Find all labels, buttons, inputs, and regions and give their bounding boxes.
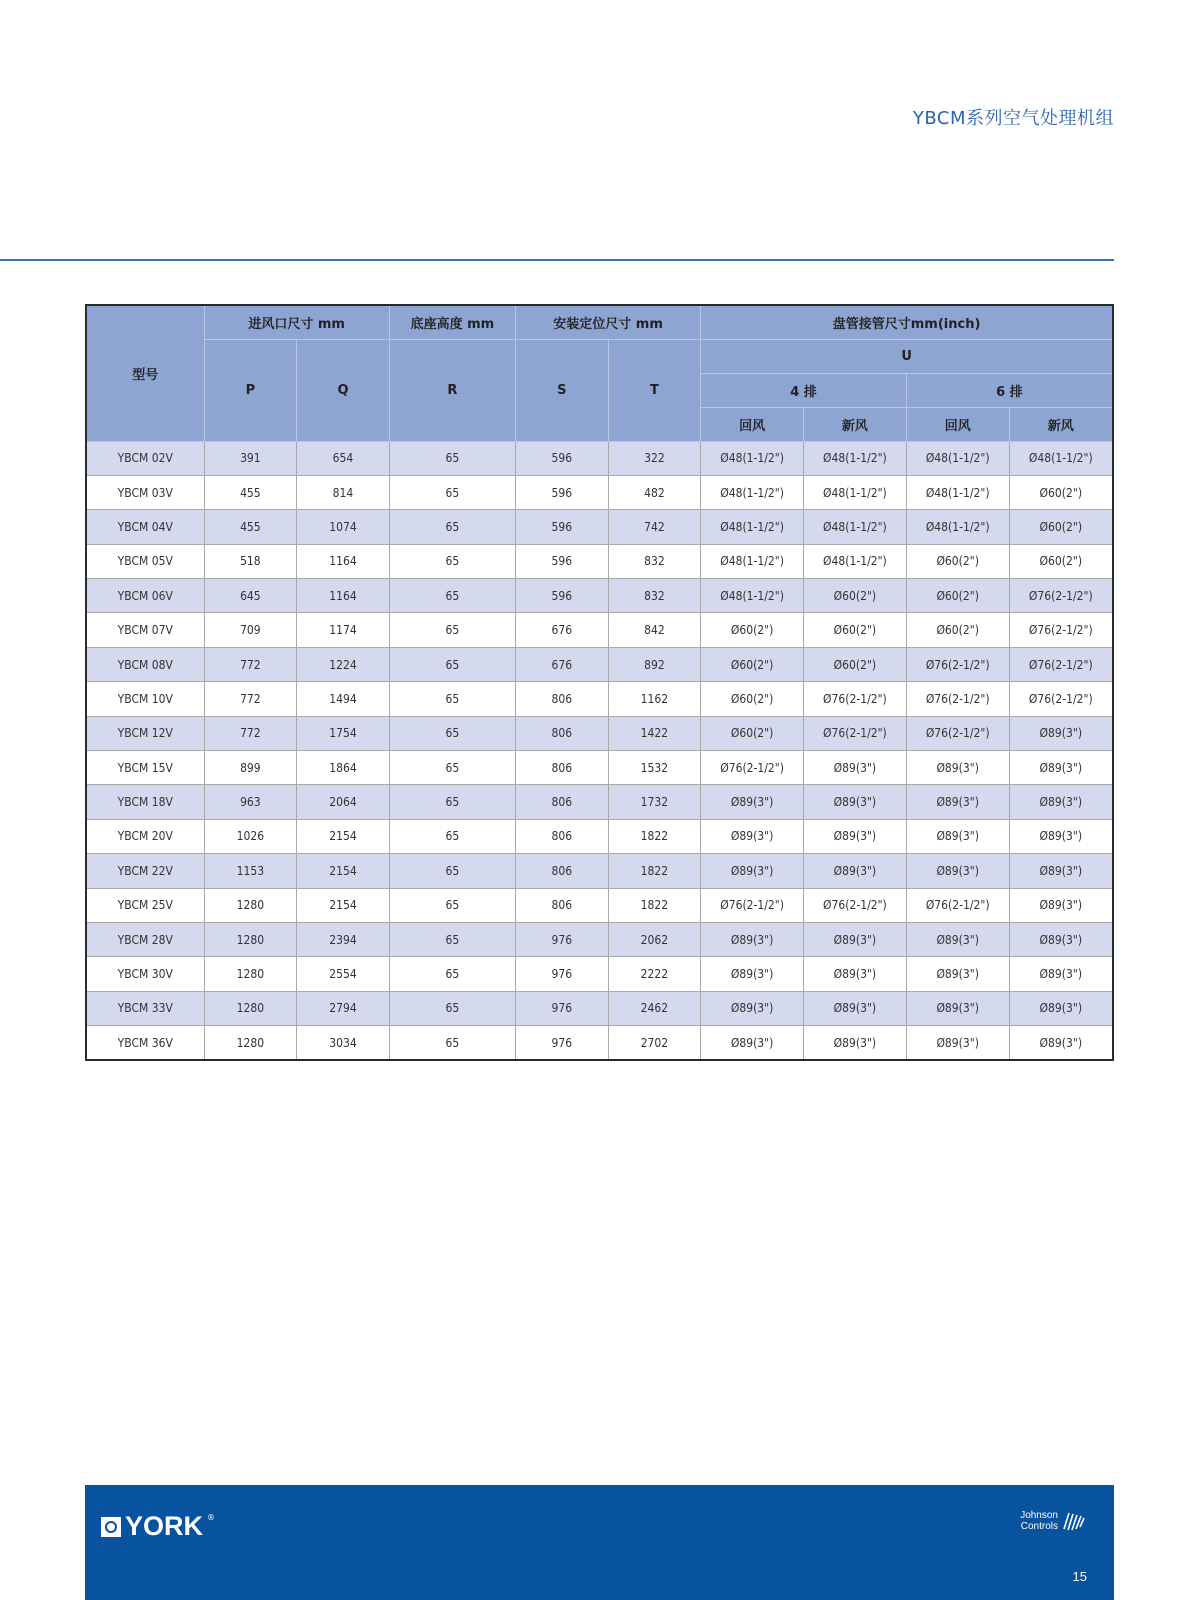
- table-cell: Ø89(3"): [1009, 785, 1113, 819]
- table-cell: Ø89(3"): [1009, 957, 1113, 991]
- table-cell: 65: [389, 1026, 515, 1060]
- table-cell: Ø60(2"): [701, 647, 804, 681]
- table-cell: 842: [608, 613, 701, 647]
- table-cell: 742: [608, 510, 701, 544]
- table-cell: 1532: [608, 751, 701, 785]
- table-cell: 2222: [608, 957, 701, 991]
- table-cell: 518: [204, 544, 297, 578]
- model-cell: YBCM 08V: [86, 647, 204, 681]
- table-cell: Ø89(3"): [1009, 991, 1113, 1025]
- table-cell: Ø60(2"): [906, 613, 1009, 647]
- table-cell: 1280: [204, 1026, 297, 1060]
- table-cell: Ø60(2"): [1009, 475, 1113, 509]
- table-cell: Ø48(1-1/2"): [906, 441, 1009, 475]
- table-cell: Ø76(2-1/2"): [804, 888, 907, 922]
- table-row: [86, 819, 1113, 853]
- table-cell: 391: [204, 441, 297, 475]
- table-cell: 1174: [297, 613, 390, 647]
- table-cell: Ø48(1-1/2"): [701, 510, 804, 544]
- table-cell: 1494: [297, 682, 390, 716]
- table-cell: 65: [389, 510, 515, 544]
- table-cell: 2794: [297, 991, 390, 1025]
- table-cell: 976: [515, 991, 608, 1025]
- table-cell: Ø48(1-1/2"): [804, 544, 907, 578]
- model-cell: YBCM 36V: [86, 1026, 204, 1060]
- table-cell: Ø48(1-1/2"): [804, 441, 907, 475]
- page-number: 15: [1072, 1569, 1087, 1584]
- table-cell: Ø89(3"): [906, 922, 1009, 956]
- table-cell: 3034: [297, 1026, 390, 1060]
- table-cell: Ø76(2-1/2"): [701, 751, 804, 785]
- table-row: [86, 716, 1113, 750]
- header-t: T: [608, 339, 701, 441]
- table-cell: Ø89(3"): [701, 854, 804, 888]
- table-cell: 65: [389, 888, 515, 922]
- table-cell: 65: [389, 682, 515, 716]
- table-cell: Ø60(2"): [701, 716, 804, 750]
- table-cell: 322: [608, 441, 701, 475]
- table-cell: Ø76(2-1/2"): [1009, 579, 1113, 613]
- table-cell: Ø89(3"): [1009, 888, 1113, 922]
- table-cell: 65: [389, 716, 515, 750]
- table-cell: 772: [204, 647, 297, 681]
- table-row: [86, 785, 1113, 819]
- table-cell: 1754: [297, 716, 390, 750]
- header-4-return-air: 回风: [701, 407, 804, 441]
- table-cell: 963: [204, 785, 297, 819]
- header-s: S: [515, 339, 608, 441]
- table-cell: 65: [389, 544, 515, 578]
- table-cell: Ø89(3"): [906, 957, 1009, 991]
- table-cell: Ø60(2"): [906, 544, 1009, 578]
- model-cell: YBCM 33V: [86, 991, 204, 1025]
- table-cell: Ø60(2"): [906, 579, 1009, 613]
- table-cell: 1422: [608, 716, 701, 750]
- table-cell: 596: [515, 510, 608, 544]
- table-cell: 676: [515, 647, 608, 681]
- model-cell: YBCM 28V: [86, 922, 204, 956]
- model-cell: YBCM 22V: [86, 854, 204, 888]
- table-cell: 1074: [297, 510, 390, 544]
- header-model: 型号: [86, 305, 204, 441]
- table-cell: 2702: [608, 1026, 701, 1060]
- table-cell: Ø76(2-1/2"): [906, 647, 1009, 681]
- table-header: [86, 305, 1113, 441]
- table-cell: 1026: [204, 819, 297, 853]
- table-cell: 2154: [297, 819, 390, 853]
- table-cell: 596: [515, 441, 608, 475]
- table-row: [86, 888, 1113, 922]
- spec-table: [85, 304, 1114, 1061]
- model-cell: YBCM 06V: [86, 579, 204, 613]
- header-divider: [0, 259, 1114, 261]
- table-cell: 832: [608, 579, 701, 613]
- table-cell: 1280: [204, 888, 297, 922]
- table-cell: Ø48(1-1/2"): [804, 475, 907, 509]
- table-cell: 2394: [297, 922, 390, 956]
- table-cell: 2062: [608, 922, 701, 956]
- header-r: R: [389, 339, 515, 441]
- table-cell: 976: [515, 957, 608, 991]
- header-coil: 盘管接管尺寸mm(inch): [701, 305, 1113, 339]
- johnson-controls-wordmark: [1020, 1510, 1058, 1532]
- table-cell: 806: [515, 785, 608, 819]
- table-row: [86, 613, 1113, 647]
- table-cell: Ø60(2"): [804, 647, 907, 681]
- model-cell: YBCM 18V: [86, 785, 204, 819]
- table-cell: 899: [204, 751, 297, 785]
- table-cell: Ø89(3"): [1009, 854, 1113, 888]
- header-6-rows: 6 排: [906, 373, 1113, 407]
- table-cell: 596: [515, 579, 608, 613]
- table-cell: Ø89(3"): [906, 991, 1009, 1025]
- table-cell: 65: [389, 991, 515, 1025]
- table-cell: 65: [389, 957, 515, 991]
- table-cell: 806: [515, 819, 608, 853]
- table-cell: 65: [389, 751, 515, 785]
- table-cell: Ø89(3"): [804, 785, 907, 819]
- table-cell: Ø48(1-1/2"): [701, 441, 804, 475]
- table-cell: Ø89(3"): [1009, 819, 1113, 853]
- table-row: [86, 647, 1113, 681]
- model-cell: YBCM 20V: [86, 819, 204, 853]
- table-cell: Ø89(3"): [804, 1026, 907, 1060]
- table-row: [86, 441, 1113, 475]
- table-cell: Ø89(3"): [906, 1026, 1009, 1060]
- table-cell: Ø89(3"): [1009, 922, 1113, 956]
- model-cell: YBCM 10V: [86, 682, 204, 716]
- model-cell: YBCM 07V: [86, 613, 204, 647]
- table-cell: Ø89(3"): [804, 819, 907, 853]
- table-cell: 596: [515, 544, 608, 578]
- table-cell: 2554: [297, 957, 390, 991]
- table-cell: 772: [204, 716, 297, 750]
- registered-mark: ®: [207, 1513, 216, 1522]
- model-cell: YBCM 02V: [86, 441, 204, 475]
- header-4-fresh-air: 新风: [804, 407, 907, 441]
- table-cell: Ø48(1-1/2"): [906, 475, 1009, 509]
- table-cell: Ø89(3"): [701, 991, 804, 1025]
- table-cell: Ø89(3"): [804, 751, 907, 785]
- table-cell: 654: [297, 441, 390, 475]
- table-cell: 65: [389, 922, 515, 956]
- footer-bar: [85, 1485, 1114, 1600]
- table-cell: 2462: [608, 991, 701, 1025]
- table-cell: Ø89(3"): [804, 854, 907, 888]
- table-row: [86, 854, 1113, 888]
- header-q: Q: [297, 339, 390, 441]
- table-cell: Ø89(3"): [804, 922, 907, 956]
- model-cell: YBCM 12V: [86, 716, 204, 750]
- table-cell: Ø89(3"): [906, 785, 1009, 819]
- table-cell: 65: [389, 785, 515, 819]
- table-cell: 1732: [608, 785, 701, 819]
- table-cell: Ø89(3"): [906, 751, 1009, 785]
- york-emblem-icon: [101, 1517, 121, 1537]
- series-title: YBCM系列空气处理机组: [912, 108, 1114, 129]
- header-install: 安装定位尺寸 mm: [515, 305, 700, 339]
- table-cell: 455: [204, 475, 297, 509]
- table-cell: 1280: [204, 957, 297, 991]
- table-cell: Ø60(2"): [1009, 510, 1113, 544]
- table-cell: Ø48(1-1/2"): [701, 579, 804, 613]
- table-cell: 676: [515, 613, 608, 647]
- table-cell: 1224: [297, 647, 390, 681]
- table-cell: Ø76(2-1/2"): [701, 888, 804, 922]
- table-cell: 806: [515, 751, 608, 785]
- table-cell: Ø48(1-1/2"): [804, 510, 907, 544]
- table-cell: Ø76(2-1/2"): [906, 888, 1009, 922]
- table-cell: 1280: [204, 922, 297, 956]
- table-cell: 2064: [297, 785, 390, 819]
- table-cell: Ø76(2-1/2"): [1009, 682, 1113, 716]
- table-cell: 1864: [297, 751, 390, 785]
- table-cell: Ø89(3"): [1009, 751, 1113, 785]
- table-cell: 892: [608, 647, 701, 681]
- table-cell: Ø60(2"): [701, 682, 804, 716]
- table-cell: 1162: [608, 682, 701, 716]
- table-cell: 976: [515, 1026, 608, 1060]
- table-cell: 976: [515, 922, 608, 956]
- table-cell: 806: [515, 854, 608, 888]
- model-cell: YBCM 30V: [86, 957, 204, 991]
- table-cell: Ø76(2-1/2"): [906, 682, 1009, 716]
- table-body: [86, 441, 1113, 1060]
- table-cell: 1822: [608, 819, 701, 853]
- table-cell: 482: [608, 475, 701, 509]
- header-u: U: [701, 339, 1113, 373]
- table-cell: 832: [608, 544, 701, 578]
- table-cell: 65: [389, 647, 515, 681]
- table-cell: 1280: [204, 991, 297, 1025]
- model-cell: YBCM 04V: [86, 510, 204, 544]
- table-cell: Ø60(2"): [804, 579, 907, 613]
- table-cell: Ø76(2-1/2"): [1009, 613, 1113, 647]
- table-cell: Ø60(2"): [1009, 544, 1113, 578]
- johnson-controls-icon: [1060, 1509, 1086, 1533]
- jc-line1: Johnson: [1020, 1510, 1058, 1521]
- table-cell: Ø76(2-1/2"): [1009, 647, 1113, 681]
- york-wordmark: YORK: [125, 1511, 204, 1541]
- table-cell: 65: [389, 613, 515, 647]
- table-cell: Ø60(2"): [701, 613, 804, 647]
- table-cell: 645: [204, 579, 297, 613]
- table-cell: Ø76(2-1/2"): [804, 682, 907, 716]
- table-cell: Ø48(1-1/2"): [1009, 441, 1113, 475]
- table-cell: Ø60(2"): [804, 613, 907, 647]
- table-cell: 455: [204, 510, 297, 544]
- table-cell: 806: [515, 682, 608, 716]
- table-row: [86, 579, 1113, 613]
- table-cell: 1153: [204, 854, 297, 888]
- johnson-controls-logo: [1020, 1509, 1086, 1533]
- table-cell: 1822: [608, 854, 701, 888]
- table-cell: Ø89(3"): [701, 922, 804, 956]
- table-cell: Ø89(3"): [701, 957, 804, 991]
- table-cell: 65: [389, 579, 515, 613]
- table-cell: Ø89(3"): [701, 819, 804, 853]
- table-row: [86, 991, 1113, 1025]
- table-cell: 709: [204, 613, 297, 647]
- table-cell: Ø48(1-1/2"): [701, 544, 804, 578]
- header-6-fresh-air: 新风: [1009, 407, 1113, 441]
- table-row: [86, 922, 1113, 956]
- table-cell: Ø89(3"): [701, 1026, 804, 1060]
- header-inlet: 进风口尺寸 mm: [204, 305, 389, 339]
- model-cell: YBCM 25V: [86, 888, 204, 922]
- table-cell: 65: [389, 854, 515, 888]
- header-6-return-air: 回风: [906, 407, 1009, 441]
- table-cell: 2154: [297, 888, 390, 922]
- table-row: [86, 751, 1113, 785]
- table-cell: 1164: [297, 579, 390, 613]
- table-cell: 65: [389, 475, 515, 509]
- table-cell: Ø89(3"): [804, 957, 907, 991]
- table-row: [86, 682, 1113, 716]
- header-p: P: [204, 339, 297, 441]
- jc-line2: Controls: [1020, 1521, 1058, 1532]
- table-cell: Ø76(2-1/2"): [906, 716, 1009, 750]
- table-cell: Ø48(1-1/2"): [906, 510, 1009, 544]
- table-row: [86, 475, 1113, 509]
- table-cell: Ø76(2-1/2"): [804, 716, 907, 750]
- table-cell: 65: [389, 819, 515, 853]
- york-logo: [101, 1511, 215, 1542]
- table-cell: 772: [204, 682, 297, 716]
- table-cell: Ø48(1-1/2"): [701, 475, 804, 509]
- table-cell: Ø89(3"): [1009, 716, 1113, 750]
- header-base: 底座高度 mm: [389, 305, 515, 339]
- table-cell: Ø89(3"): [701, 785, 804, 819]
- table-cell: 65: [389, 441, 515, 475]
- model-cell: YBCM 05V: [86, 544, 204, 578]
- table-cell: Ø89(3"): [804, 991, 907, 1025]
- table-row: [86, 544, 1113, 578]
- table-row: [86, 1026, 1113, 1060]
- table-cell: Ø89(3"): [906, 854, 1009, 888]
- table-cell: 596: [515, 475, 608, 509]
- table-row: [86, 957, 1113, 991]
- table-cell: Ø89(3"): [1009, 1026, 1113, 1060]
- table-cell: 806: [515, 716, 608, 750]
- header-4-rows: 4 排: [701, 373, 907, 407]
- model-cell: YBCM 03V: [86, 475, 204, 509]
- table-cell: 806: [515, 888, 608, 922]
- table-cell: 2154: [297, 854, 390, 888]
- table-cell: Ø89(3"): [906, 819, 1009, 853]
- table-cell: 1164: [297, 544, 390, 578]
- table-cell: 1822: [608, 888, 701, 922]
- model-cell: YBCM 15V: [86, 751, 204, 785]
- table-cell: 814: [297, 475, 390, 509]
- table-row: [86, 510, 1113, 544]
